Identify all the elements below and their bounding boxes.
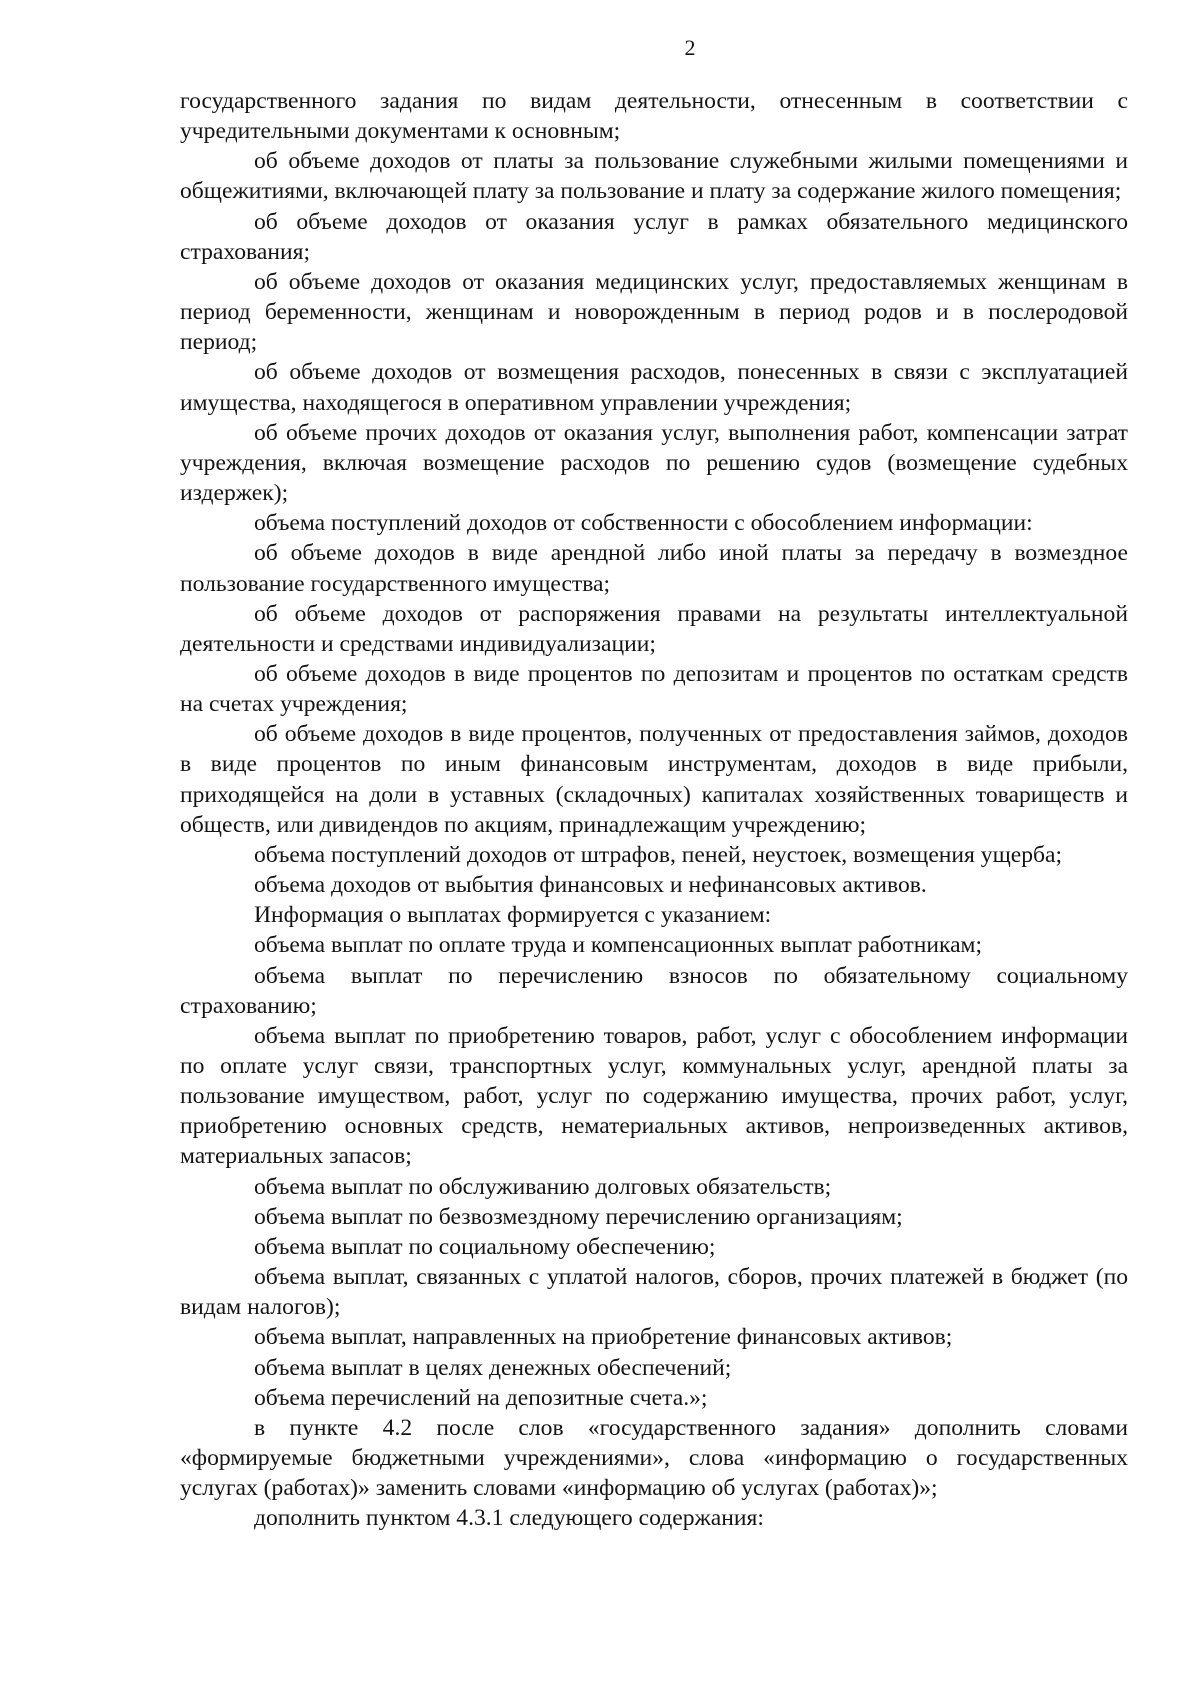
paragraph-loan-interest-dividends-income: об объеме доходов в виде процентов, полученных от предоставления займов, доходов в виде процентов по иным финансовым инструментам, доходов в виде прибыли, приходящейся на доли в уставных (складочных) капиталах хозяйственных товариществ и обществ, или дивидендов по акциям, принадлежащим учреждению;: [180, 721, 1128, 838]
paragraph-payments-intro: Информация о выплатах формируется с указанием:: [254, 902, 772, 929]
paragraph-property-expense-reimbursement: об объеме доходов от возмещения расходов, понесенных в связи с эксплуатацией имущества, находящегося в оперативном управлении учреждения;: [180, 359, 1128, 416]
paragraph-intellectual-property-income: об объеме доходов от распоряжения правами на результаты интеллектуальной деятельности и средствами индивидуализации;: [180, 600, 1128, 657]
paragraph-other-services-income: об объеме прочих доходов от оказания услуг, выполнения работ, компенсации затрат учреждения, включая возмещение расходов по решению судов (возмещение судебных издержек);: [180, 419, 1128, 507]
paragraph-asset-disposal-income: объема доходов от выбытия финансовых и нефинансовых активов.: [254, 872, 927, 899]
paragraph-clause-4-2-amendment: в пункте 4.2 после слов «государственного задания» дополнить словами «формируемые бюджетными учреждениями», слова «информацию о государственных услугах (работах)» заменить словами «информацию об услугах (работах)»;: [180, 1414, 1128, 1502]
paragraph-continuation: государственного задания по видам деятельности, отнесенным в соответствии с учредительными документами к основным;: [180, 88, 1128, 145]
paragraph-housing-income: об объеме доходов от платы за пользование служебными жилыми помещениями и общежитиями, включающей плату за пользование и плату за содержание жилого помещения;: [180, 148, 1128, 205]
paragraph-cash-collateral-payments: объема выплат в целях денежных обеспечений;: [254, 1354, 732, 1381]
paragraph-deposit-interest-income: об объеме доходов в виде процентов по депозитам и процентов по остаткам средств на счетах учреждения;: [180, 660, 1128, 718]
paragraph-property-income: объема поступлений доходов от собственности с обособлением информации:: [254, 510, 1033, 537]
paragraph-debt-service-payments: объема выплат по обслуживанию долговых обязательств;: [254, 1173, 832, 1200]
page-number: 2: [684, 35, 696, 60]
paragraph-rent-income: об объеме доходов в виде арендной либо иной платы за передачу в возмездное пользование государственного имущества;: [180, 540, 1128, 597]
paragraph-medical-insurance-income: об объеме доходов от оказания услуг в рамках обязательного медицинского страхования;: [180, 208, 1128, 265]
paragraph-procurement-payments: объема выплат по приобретению товаров, работ, услуг с обособлением информации по оплате услуг связи, транспортных услуг, коммунальных услуг, арендной платы за пользование имуществом, работ, услуг по содержанию имущества, прочих работ, услуг, приобретению основных средств, нематериальных активов, непроизведенных активов, материальных запасов;: [180, 1022, 1128, 1170]
paragraph-grant-payments: объема выплат по безвозмездному перечислению организациям;: [254, 1203, 903, 1230]
paragraph-social-security-payments: объема выплат по социальному обеспечению;: [254, 1233, 716, 1260]
paragraph-financial-assets-payments: объема выплат, направленных на приобретение финансовых активов;: [254, 1324, 953, 1351]
document-body: [180, 86, 1128, 1534]
paragraph-payroll-payments: объема выплат по оплате труда и компенсационных выплат работникам;: [254, 932, 983, 959]
paragraph-deposit-transfers: объема перечислений на депозитные счета.»;: [254, 1384, 708, 1411]
paragraph-clause-4-3-1-addition: дополнить пунктом 4.3.1 следующего содержания:: [254, 1505, 764, 1532]
paragraph-maternity-services-income: об объеме доходов от оказания медицинских услуг, предоставляемых женщинам в период беременности, женщинам и новорожденным в период родов и в послеродовой период;: [180, 268, 1128, 356]
paragraph-fines-income: объема поступлений доходов от штрафов, пеней, неустоек, возмещения ущерба;: [254, 841, 1063, 868]
paragraph-social-insurance-payments: объема выплат по перечислению взносов по обязательному социальному страхованию;: [180, 962, 1128, 1019]
paragraph-tax-payments: объема выплат, связанных с уплатой налогов, сборов, прочих платежей в бюджет (по видам налогов);: [180, 1264, 1128, 1321]
